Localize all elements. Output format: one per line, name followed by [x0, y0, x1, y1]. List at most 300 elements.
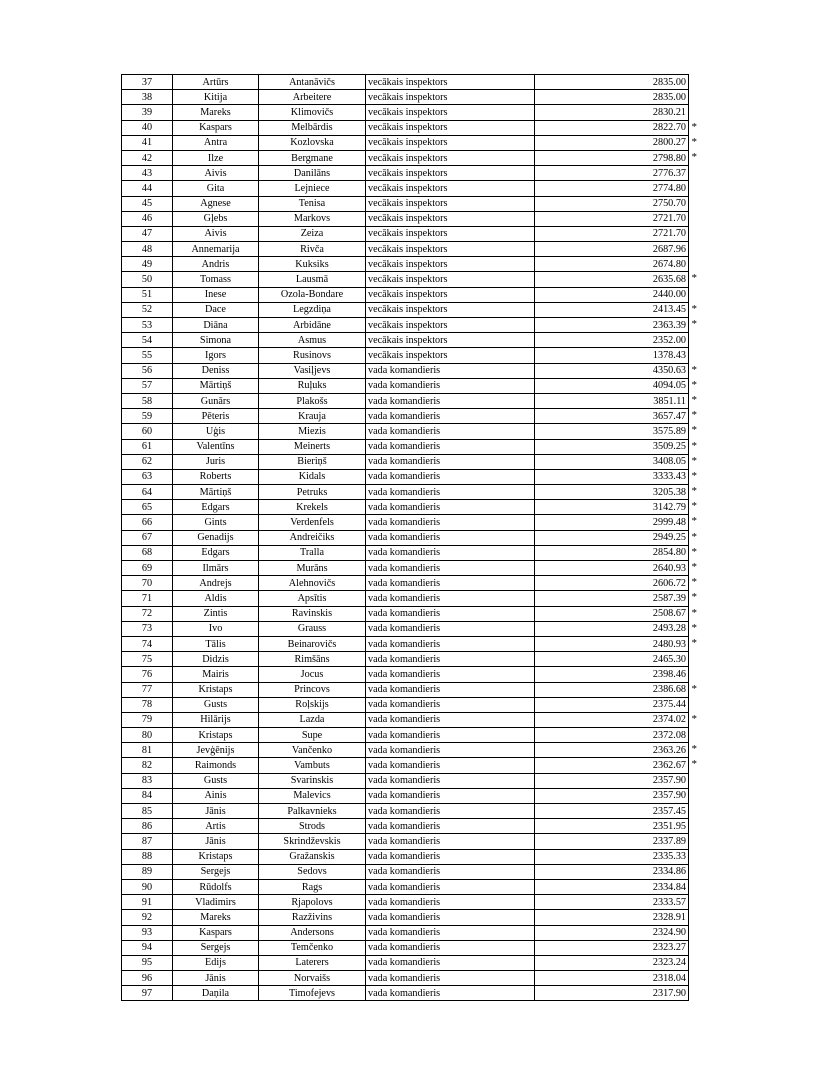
first-name: Agnese [173, 196, 259, 211]
amount: 3333.43 [652, 471, 686, 483]
first-name: Uģis [173, 424, 259, 439]
first-name: Edgars [173, 500, 259, 515]
amount-cell [535, 166, 689, 181]
asterisk-mark: * [691, 636, 697, 649]
row-number: 41 [122, 135, 173, 150]
table-row [122, 363, 689, 378]
position: vecākais inspektors [366, 348, 535, 363]
first-name: Mareks [173, 910, 259, 925]
row-number: 61 [122, 439, 173, 454]
row-number: 57 [122, 378, 173, 393]
row-number: 94 [122, 940, 173, 955]
table-row [122, 728, 689, 743]
amount: 2830.21 [652, 106, 686, 118]
amount: 2333.57 [652, 896, 686, 908]
amount: 2323.24 [652, 957, 686, 969]
amount: 2318.04 [652, 972, 686, 984]
amount: 2854.80 [652, 547, 686, 559]
row-number: 46 [122, 211, 173, 226]
last-name: Lausmā [259, 272, 366, 287]
table-row [122, 712, 689, 727]
asterisk-mark: * [691, 515, 697, 528]
table-row [122, 545, 689, 560]
amount-cell [535, 652, 689, 667]
position: vecākais inspektors [366, 150, 535, 165]
row-number: 43 [122, 166, 173, 181]
asterisk-mark: * [691, 302, 697, 315]
row-number: 82 [122, 758, 173, 773]
table-row [122, 864, 689, 879]
position: vecākais inspektors [366, 211, 535, 226]
first-name: Jānis [173, 804, 259, 819]
first-name: Gints [173, 515, 259, 530]
last-name: Rimšāns [259, 652, 366, 667]
amount-cell [535, 788, 689, 803]
first-name: Kaspars [173, 925, 259, 940]
position: vada komandieris [366, 561, 535, 576]
position: vecākais inspektors [366, 318, 535, 333]
last-name: Ravinskis [259, 606, 366, 621]
amount-cell [535, 804, 689, 819]
first-name: Aldis [173, 591, 259, 606]
amount: 3408.05 [652, 456, 686, 468]
first-name: Rūdolfs [173, 879, 259, 894]
amount: 2587.39 [652, 592, 686, 604]
asterisk-mark: * [691, 272, 697, 285]
first-name: Edgars [173, 545, 259, 560]
first-name: Edijs [173, 955, 259, 970]
amount: 2640.93 [652, 562, 686, 574]
row-number: 69 [122, 561, 173, 576]
amount-cell [535, 895, 689, 910]
row-number: 72 [122, 606, 173, 621]
amount-cell [535, 515, 697, 530]
position: vecākais inspektors [366, 242, 535, 257]
row-number: 86 [122, 819, 173, 834]
asterisk-mark: * [691, 469, 697, 482]
amount-cell [535, 728, 689, 743]
amount-cell [535, 500, 697, 515]
position: vada komandieris [366, 636, 535, 651]
first-name: Mareks [173, 105, 259, 120]
amount-cell [535, 758, 697, 773]
amount: 2357.45 [652, 805, 686, 817]
row-number: 65 [122, 500, 173, 515]
last-name: Timofejevs [259, 986, 366, 1001]
asterisk-mark: * [691, 758, 697, 771]
last-name: Markovs [259, 211, 366, 226]
row-number: 58 [122, 393, 173, 408]
last-name: Rags [259, 879, 366, 894]
table-row [122, 272, 689, 287]
last-name: Grauss [259, 621, 366, 636]
amount: 2375.44 [652, 699, 686, 711]
table-row [122, 940, 689, 955]
amount: 3509.25 [652, 441, 686, 453]
amount: 3205.38 [652, 486, 686, 498]
table-row [122, 439, 689, 454]
amount-cell [535, 469, 697, 484]
amount: 2357.90 [652, 775, 686, 787]
row-number: 77 [122, 682, 173, 697]
table-row [122, 788, 689, 803]
last-name: Rivča [259, 242, 366, 257]
position: vecākais inspektors [366, 105, 535, 120]
first-name: Zintis [173, 606, 259, 621]
row-number: 56 [122, 363, 173, 378]
asterisk-mark: * [691, 120, 697, 133]
last-name: Tenisa [259, 196, 366, 211]
position: vada komandieris [366, 834, 535, 849]
last-name: Lejniece [259, 181, 366, 196]
position: vada komandieris [366, 697, 535, 712]
first-name: Ilmārs [173, 561, 259, 576]
first-name: Jānis [173, 971, 259, 986]
amount: 2774.80 [652, 182, 686, 194]
last-name: Klimovičs [259, 105, 366, 120]
table-row [122, 318, 689, 333]
last-name: Palkavnieks [259, 804, 366, 819]
last-name: Krekels [259, 500, 366, 515]
row-number: 64 [122, 485, 173, 500]
first-name: Gita [173, 181, 259, 196]
first-name: Kaspars [173, 120, 259, 135]
last-name: Vambuts [259, 758, 366, 773]
position: vada komandieris [366, 758, 535, 773]
last-name: Skrindževskis [259, 834, 366, 849]
amount-cell [535, 348, 689, 363]
last-name: Meinerts [259, 439, 366, 454]
position: vada komandieris [366, 849, 535, 864]
position: vecākais inspektors [366, 226, 535, 241]
amount: 2337.89 [652, 835, 686, 847]
row-number: 85 [122, 804, 173, 819]
position: vada komandieris [366, 652, 535, 667]
amount: 2465.30 [652, 653, 686, 665]
first-name: Sergejs [173, 940, 259, 955]
row-number: 45 [122, 196, 173, 211]
last-name: Ozola-Bondare [259, 287, 366, 302]
amount: 3575.89 [652, 425, 686, 437]
row-number: 40 [122, 120, 173, 135]
amount-cell [535, 819, 689, 834]
amount-cell [535, 743, 697, 758]
amount: 2480.93 [652, 638, 686, 650]
table-row [122, 105, 689, 120]
first-name: Aivis [173, 166, 259, 181]
amount: 2372.08 [652, 729, 686, 741]
asterisk-mark: * [691, 743, 697, 756]
asterisk-mark: * [691, 454, 697, 467]
last-name: Rusinovs [259, 348, 366, 363]
amount: 2750.70 [652, 198, 686, 210]
position: vada komandieris [366, 576, 535, 591]
amount: 2822.70 [652, 122, 686, 134]
row-number: 84 [122, 788, 173, 803]
row-number: 49 [122, 257, 173, 272]
row-number: 81 [122, 743, 173, 758]
first-name: Roberts [173, 469, 259, 484]
amount-cell [535, 439, 697, 454]
first-name: Ilze [173, 150, 259, 165]
last-name: Legzdiņa [259, 302, 366, 317]
amount: 2999.48 [652, 517, 686, 529]
first-name: Daņila [173, 986, 259, 1001]
row-number: 37 [122, 75, 173, 90]
row-number: 44 [122, 181, 173, 196]
last-name: Lazda [259, 712, 366, 727]
first-name: Pēteris [173, 409, 259, 424]
row-number: 50 [122, 272, 173, 287]
position: vada komandieris [366, 454, 535, 469]
last-name: Murāns [259, 561, 366, 576]
amount-cell [535, 393, 697, 408]
position: vada komandieris [366, 393, 535, 408]
amount: 2323.27 [652, 942, 686, 954]
table-row [122, 120, 689, 135]
first-name: Gunārs [173, 393, 259, 408]
amount: 4094.05 [652, 380, 686, 392]
position: vecākais inspektors [366, 75, 535, 90]
position: vada komandieris [366, 409, 535, 424]
first-name: Andris [173, 257, 259, 272]
amount-cell [535, 986, 689, 1001]
row-number: 68 [122, 545, 173, 560]
asterisk-mark: * [691, 621, 697, 634]
amount: 2363.26 [652, 744, 686, 756]
amount-cell [535, 226, 689, 241]
row-number: 88 [122, 849, 173, 864]
amount-cell [535, 621, 697, 636]
last-name: Roļskijs [259, 697, 366, 712]
row-number: 76 [122, 667, 173, 682]
amount-cell [535, 150, 697, 165]
last-name: Andreičiks [259, 530, 366, 545]
row-number: 62 [122, 454, 173, 469]
amount: 2606.72 [652, 577, 686, 589]
table-row [122, 530, 689, 545]
position: vada komandieris [366, 940, 535, 955]
position: vada komandieris [366, 682, 535, 697]
amount-cell [535, 105, 689, 120]
last-name: Supe [259, 728, 366, 743]
row-number: 51 [122, 287, 173, 302]
amount: 2317.90 [652, 987, 686, 999]
amount: 2357.90 [652, 790, 686, 802]
table-row [122, 333, 689, 348]
position: vada komandieris [366, 864, 535, 879]
last-name: Bieriņš [259, 454, 366, 469]
position: vada komandieris [366, 804, 535, 819]
last-name: Gražanskis [259, 849, 366, 864]
amount-cell [535, 910, 689, 925]
position: vada komandieris [366, 986, 535, 1001]
amount: 2721.70 [652, 228, 686, 240]
last-name: Antanāvičs [259, 75, 366, 90]
last-name: Danilāns [259, 166, 366, 181]
row-number: 89 [122, 864, 173, 879]
last-name: Svarinskis [259, 773, 366, 788]
last-name: Arbidāne [259, 318, 366, 333]
last-name: Plakošs [259, 393, 366, 408]
asterisk-mark: * [691, 606, 697, 619]
amount: 1378.43 [652, 349, 686, 361]
amount-cell [535, 272, 697, 287]
position: vada komandieris [366, 378, 535, 393]
first-name: Igors [173, 348, 259, 363]
amount-cell [535, 211, 689, 226]
row-number: 60 [122, 424, 173, 439]
amount-cell [535, 667, 689, 682]
first-name: Ainis [173, 788, 259, 803]
row-number: 52 [122, 302, 173, 317]
last-name: Rjapolovs [259, 895, 366, 910]
last-name: Beinarovičs [259, 636, 366, 651]
position: vada komandieris [366, 530, 535, 545]
first-name: Hilārijs [173, 712, 259, 727]
amount: 2351.95 [652, 820, 686, 832]
amount-cell [535, 120, 697, 135]
first-name: Aivis [173, 226, 259, 241]
row-number: 70 [122, 576, 173, 591]
last-name: Andersons [259, 925, 366, 940]
first-name: Tālis [173, 636, 259, 651]
position: vecākais inspektors [366, 257, 535, 272]
amount: 2721.70 [652, 213, 686, 225]
row-number: 75 [122, 652, 173, 667]
amount-cell [535, 196, 689, 211]
table-row [122, 910, 689, 925]
last-name: Vasiļjevs [259, 363, 366, 378]
position: vada komandieris [366, 879, 535, 894]
asterisk-mark: * [691, 150, 697, 163]
first-name: Kristaps [173, 849, 259, 864]
asterisk-mark: * [691, 682, 697, 695]
table-row [122, 226, 689, 241]
position: vada komandieris [366, 971, 535, 986]
amount-cell [535, 545, 697, 560]
table-row [122, 196, 689, 211]
first-name: Artis [173, 819, 259, 834]
table-row [122, 636, 689, 651]
amount: 2687.96 [652, 243, 686, 255]
asterisk-mark: * [691, 424, 697, 437]
table-row [122, 576, 689, 591]
row-number: 92 [122, 910, 173, 925]
table-row [122, 758, 689, 773]
row-number: 73 [122, 621, 173, 636]
first-name: Mārtiņš [173, 378, 259, 393]
amount-cell [535, 454, 697, 469]
table-row [122, 621, 689, 636]
table-row [122, 242, 689, 257]
first-name: Gusts [173, 773, 259, 788]
asterisk-mark: * [691, 318, 697, 330]
table-row [122, 955, 689, 970]
row-number: 80 [122, 728, 173, 743]
last-name: Razživins [259, 910, 366, 925]
last-name: Melbārdis [259, 120, 366, 135]
row-number: 96 [122, 971, 173, 986]
amount: 2493.28 [652, 623, 686, 635]
last-name: Kuksiks [259, 257, 366, 272]
amount-cell [535, 181, 689, 196]
position: vada komandieris [366, 712, 535, 727]
table-row [122, 667, 689, 682]
asterisk-mark: * [691, 439, 697, 452]
amount: 2674.80 [652, 258, 686, 270]
position: vada komandieris [366, 895, 535, 910]
position: vecākais inspektors [366, 120, 535, 135]
table-row [122, 90, 689, 105]
table-row [122, 257, 689, 272]
position: vada komandieris [366, 606, 535, 621]
row-number: 97 [122, 986, 173, 1001]
first-name: Jānis [173, 834, 259, 849]
position: vada komandieris [366, 363, 535, 378]
table-row [122, 454, 689, 469]
position: vada komandieris [366, 910, 535, 925]
amount: 2324.90 [652, 927, 686, 939]
amount-cell [535, 530, 697, 545]
position: vada komandieris [366, 500, 535, 515]
amount-cell [535, 302, 697, 317]
first-name: Antra [173, 135, 259, 150]
row-number: 63 [122, 469, 173, 484]
asterisk-mark: * [691, 485, 697, 498]
first-name: Annemarija [173, 242, 259, 257]
position: vada komandieris [366, 773, 535, 788]
amount: 2798.80 [652, 152, 686, 164]
table-row [122, 181, 689, 196]
amount-cell [535, 75, 689, 90]
position: vada komandieris [366, 743, 535, 758]
last-name: Apsītis [259, 591, 366, 606]
position: vada komandieris [366, 515, 535, 530]
amount: 2835.00 [652, 91, 686, 103]
first-name: Tomass [173, 272, 259, 287]
amount: 2362.67 [652, 760, 686, 772]
row-number: 79 [122, 712, 173, 727]
amount-cell [535, 925, 689, 940]
table-row [122, 986, 689, 1001]
position: vada komandieris [366, 955, 535, 970]
row-number: 66 [122, 515, 173, 530]
row-number: 83 [122, 773, 173, 788]
last-name: Zeiza [259, 226, 366, 241]
amount-cell [535, 363, 697, 378]
table-row [122, 925, 689, 940]
amount-cell [535, 135, 697, 150]
asterisk-mark: * [691, 393, 697, 406]
first-name: Dace [173, 302, 259, 317]
amount: 2800.27 [652, 137, 686, 149]
table-row [122, 895, 689, 910]
row-number: 71 [122, 591, 173, 606]
position: vecākais inspektors [366, 302, 535, 317]
table-row [122, 849, 689, 864]
row-number: 59 [122, 409, 173, 424]
amount: 2374.02 [652, 714, 686, 726]
amount: 3851.11 [653, 395, 686, 407]
asterisk-mark: * [691, 712, 697, 725]
table-row [122, 515, 689, 530]
first-name: Artūrs [173, 75, 259, 90]
last-name: Miezis [259, 424, 366, 439]
last-name: Laterers [259, 955, 366, 970]
row-number: 90 [122, 879, 173, 894]
row-number: 38 [122, 90, 173, 105]
